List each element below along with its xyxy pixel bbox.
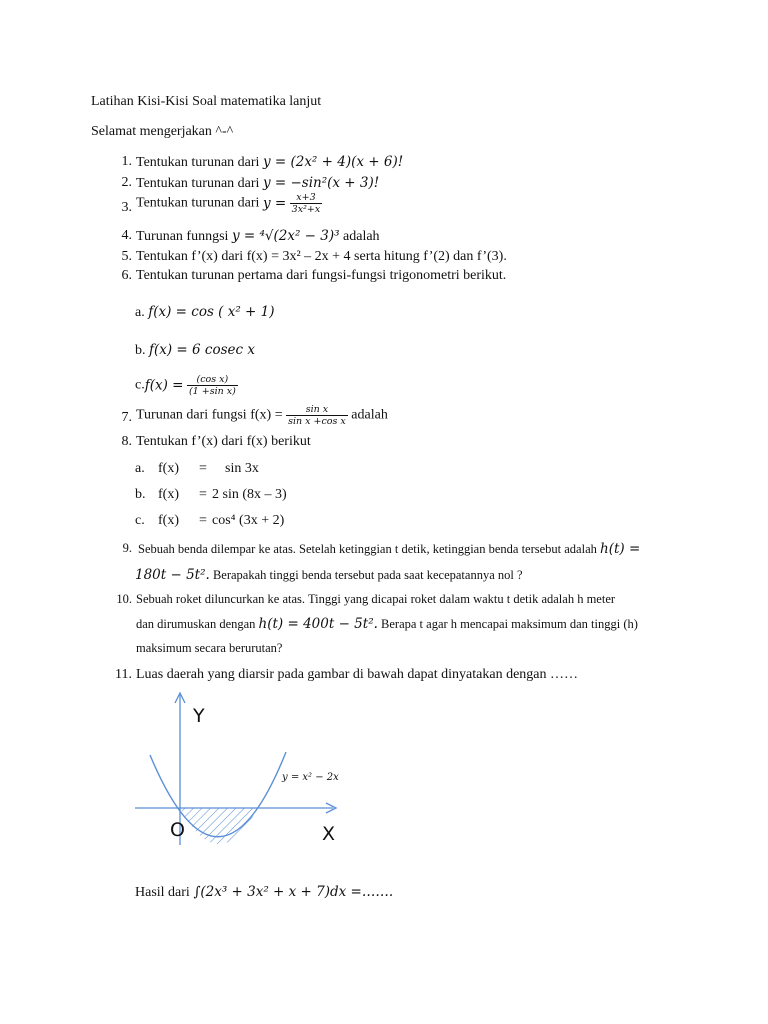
item-eq: = — [199, 513, 207, 528]
fraction-numerator: sin x — [305, 404, 329, 415]
integral-question — [135, 884, 393, 901]
question-10-line-3: maksimum secara berurutan? — [136, 641, 283, 655]
item-fx: f(x) — [158, 513, 179, 528]
question-text-after: Berapa t agar h mencapai maksimum dan tinggi (h) — [381, 617, 638, 631]
question-number: 1. — [121, 154, 132, 169]
item-eq: = — [199, 487, 207, 502]
question-number: 4. — [121, 228, 132, 243]
item-expr: 2 sin (8x – 3) — [212, 487, 287, 502]
question-math: y = ⁴√(2x² − 3)³ — [231, 228, 340, 244]
question-text: Luas daerah yang diarsir pada gambar di bawah dapat dinyatakan dengan …… — [136, 667, 578, 682]
question-text: Tentukan f’(x) dari f(x) berikut — [136, 434, 311, 449]
question-text: Sebuah roket diluncurkan ke atas. Tinggi yang dicapai roket dalam waktu t detik adalah h meter — [136, 592, 616, 606]
item-prefix: b. — [135, 343, 146, 358]
item-prefix: c. — [135, 377, 145, 393]
question-math: ∫(2x³ + 3x² + x + 7)dx =……. — [193, 884, 394, 900]
question-number: 3. — [121, 200, 132, 215]
question-math: y = — [262, 195, 287, 212]
question-text: Tentukan turunan pertama dari fungsi-fungsi trigonometri berikut. — [136, 268, 507, 283]
question-math: h(t) = 400t − 5t². — [258, 616, 378, 632]
item-eq: = — [199, 461, 207, 476]
fraction-denominator: (1 +sin x) — [188, 386, 236, 397]
fraction-denominator: sin x +cos x — [288, 416, 346, 427]
question-text: Tentukan turunan dari — [136, 155, 260, 170]
fraction-numerator: (cos x) — [196, 374, 229, 385]
item-expr: cos⁴ (3x + 2) — [212, 513, 285, 528]
item-math: f(x) = — [144, 377, 184, 394]
question-text: Tentukan f’(x) dari f(x) = 3x² – 2x + 4 serta hitung f’(2) dan f’(3). — [136, 249, 507, 264]
x-axis-label: X — [322, 823, 336, 845]
item-prefix: c. — [135, 513, 145, 528]
question-text: Hasil dari — [135, 885, 190, 900]
fraction-numerator: x+3 — [296, 192, 316, 203]
question-number: 9. — [122, 541, 132, 555]
item-math: f(x) = cos ( x² + 1) — [148, 304, 275, 320]
question-text-after: adalah — [351, 407, 388, 423]
shaded-region — [180, 808, 258, 844]
item-fx: f(x) — [158, 487, 179, 502]
question-number: 5. — [121, 249, 132, 264]
item-math: f(x) = 6 cosec x — [149, 342, 255, 358]
curve-label: y = x² − 2x — [282, 772, 339, 783]
fraction-denominator: 3x²+x — [291, 204, 321, 215]
question-number: 8. — [121, 434, 132, 449]
question-math: 180t − 5t². — [135, 567, 210, 583]
item-fx: f(x) — [158, 461, 179, 476]
question-math: y = −sin²(x + 3)! — [262, 175, 380, 191]
question-math: y = (2x² + 4)(x + 6)! — [262, 154, 404, 170]
question-number: 11. — [115, 667, 132, 682]
y-axis-label: Y — [193, 705, 205, 727]
question-number: 7. — [121, 410, 132, 425]
item-prefix: a. — [135, 305, 145, 320]
question-number: 2. — [121, 175, 132, 190]
page-title: Latihan Kisi-Kisi Soal matematika lanjut — [91, 94, 322, 109]
question-text: Turunan dari fungsi f(x) = — [136, 407, 283, 423]
question-math: h(t) = — [600, 541, 641, 557]
question-text: Tentukan turunan dari — [136, 195, 260, 211]
item-prefix: b. — [135, 487, 146, 502]
question-number: 6. — [121, 268, 132, 283]
question-text-after: adalah — [343, 229, 380, 244]
question-text: Turunan funngsi — [136, 229, 229, 244]
item-expr: sin 3x — [225, 461, 259, 476]
origin-label: O — [170, 819, 185, 841]
question-text: Tentukan turunan dari — [136, 176, 260, 191]
question-text: Sebuah benda dilempar ke atas. Setelah ketinggian t detik, ketinggian benda tersebut adalah — [138, 542, 597, 556]
greeting-text: Selamat mengerjakan ^-^ — [91, 124, 234, 139]
question-number: 10. — [116, 592, 132, 606]
question-text: Berapakah tinggi benda tersebut pada saat kecepatannya nol ? — [212, 568, 523, 582]
question-text: dan dirumuskan dengan — [136, 617, 256, 631]
item-prefix: a. — [135, 461, 145, 476]
